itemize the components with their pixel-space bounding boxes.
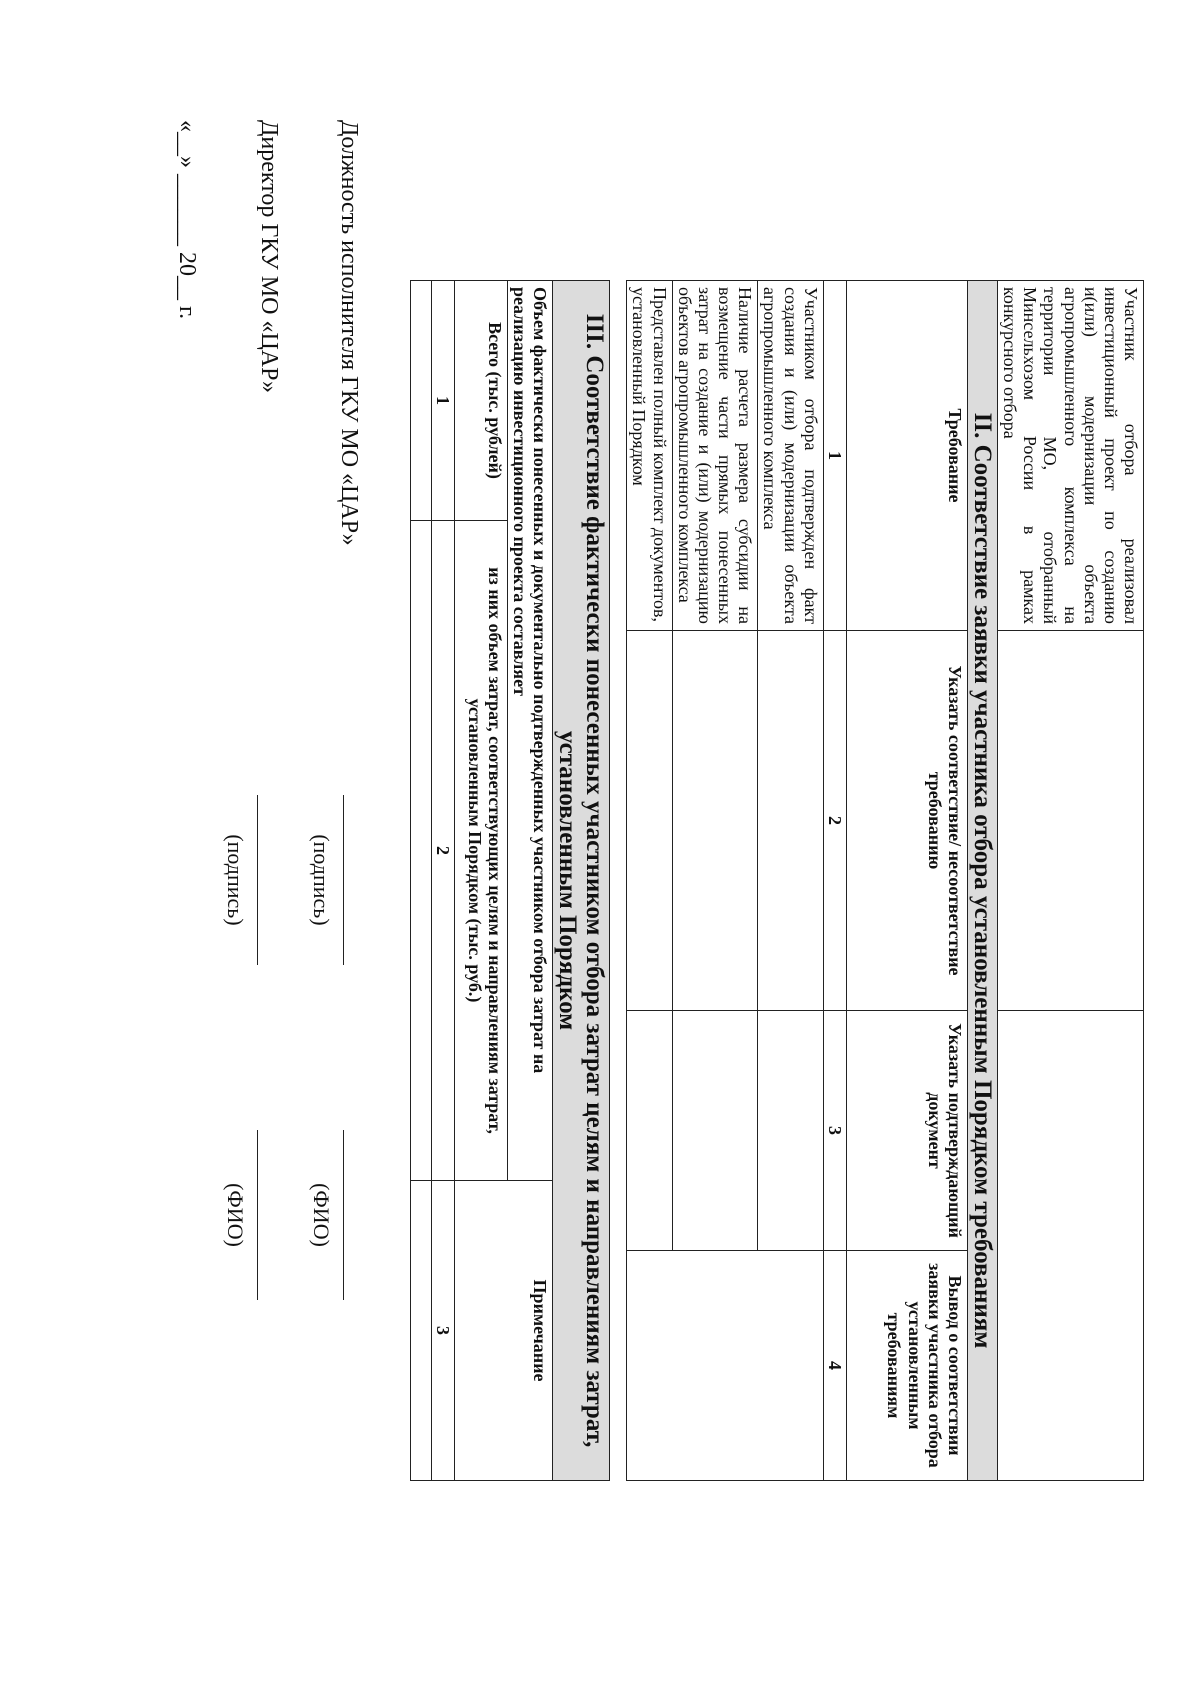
header-requirement: Требование — [846, 281, 967, 631]
executor-fio-caption: (ФИО) — [309, 1183, 334, 1247]
column-number: 2 — [431, 521, 454, 1181]
compliance-cell — [758, 631, 823, 1011]
section2-title-row — [967, 281, 997, 1481]
executor-signature-caption: (подпись) — [309, 834, 334, 926]
note-cell — [410, 1181, 431, 1481]
requirements-table — [626, 280, 1144, 1481]
header-document: Указать подтверждающий документ — [846, 1011, 967, 1251]
executor-position-label: Должность исполнителя ГКУ МО «ЦАР» — [336, 120, 362, 546]
column-number: 2 — [823, 631, 846, 1011]
intro-text: Участник отбора реализовал инвестиционный проект по созданию и(или) модернизации объекта агропромышленного комплекса на территории МО, отобранный Минсельхозом России в рамках конкурсного отбора — [997, 281, 1143, 631]
header-note: Примечание — [454, 1181, 552, 1481]
date-line: «__» ______ 20__ г. — [174, 120, 200, 320]
column-number: 1 — [431, 281, 454, 521]
section3-header-row — [507, 281, 552, 1481]
section3-number-row — [431, 281, 454, 1481]
column-number: 4 — [823, 1251, 846, 1481]
executor-signature-line — [343, 795, 344, 965]
section2-number-row — [823, 281, 846, 1481]
conclusion-cell — [627, 1251, 823, 1481]
header-conclusion: Вывод о соответствии заявки участника отбора установленным требованиям — [846, 1251, 967, 1481]
intro-empty-cell — [997, 631, 1143, 1011]
director-label: Директор ГКУ МО «ЦАР» — [256, 120, 282, 394]
director-signature-caption: (подпись) — [223, 834, 248, 926]
director-fio-caption: (ФИО) — [223, 1183, 248, 1247]
eligible-value-cell — [410, 521, 431, 1181]
requirement-text: Участником отбора подтвержден факт создания и (или) модернизации объекта агропромышленного комплекса — [758, 281, 823, 631]
requirement-text: Представлен полный комплект документов, установленный Порядком — [627, 281, 672, 631]
costs-data-row — [410, 281, 431, 1481]
column-number: 1 — [823, 281, 846, 631]
director-fio-line — [257, 1130, 258, 1300]
section3-title: III. Соответствие фактически понесенных участником отбора затрат целям и направлениям затрат, установленным Порядком — [553, 281, 610, 1481]
section3-title-row — [553, 281, 610, 1481]
costs-table — [410, 280, 610, 1481]
compliance-cell — [627, 631, 672, 1011]
section2-header-row — [846, 281, 967, 1481]
document-cell — [672, 1011, 758, 1251]
requirement-row — [758, 281, 823, 1481]
column-number: 3 — [431, 1181, 454, 1481]
column-number: 3 — [823, 1011, 846, 1251]
header-costs-volume: Объем фактически понесенных и документально подтвержденных участником отбора затрат на реализацию инвестиционного проекта составляет — [507, 281, 552, 1181]
executor-fio-line — [343, 1130, 344, 1300]
total-value-cell — [410, 281, 431, 521]
intro-row — [997, 281, 1143, 1481]
document-cell — [627, 1011, 672, 1251]
requirement-text: Наличие расчета размера субсидии на возмещение части прямых понесенных затрат на создание и (или) модернизацию объектов агропромышленного комплекса — [672, 281, 758, 631]
compliance-cell — [672, 631, 758, 1011]
header-total: Всего (тыс. рублей) — [454, 281, 507, 521]
section2-title: II. Соответствие заявки участника отбора установленным Порядком требованиям — [967, 281, 997, 1481]
director-signature-line — [257, 795, 258, 965]
intro-empty-cell — [997, 1011, 1143, 1481]
document-cell — [758, 1011, 823, 1251]
header-eligible-costs: из них объем затрат, соответствующих целям и направлениям затрат, установленным Порядком (тыс. руб.) — [454, 521, 507, 1181]
header-compliance: Указать соответствие/ несоответствие требованию — [846, 631, 967, 1011]
